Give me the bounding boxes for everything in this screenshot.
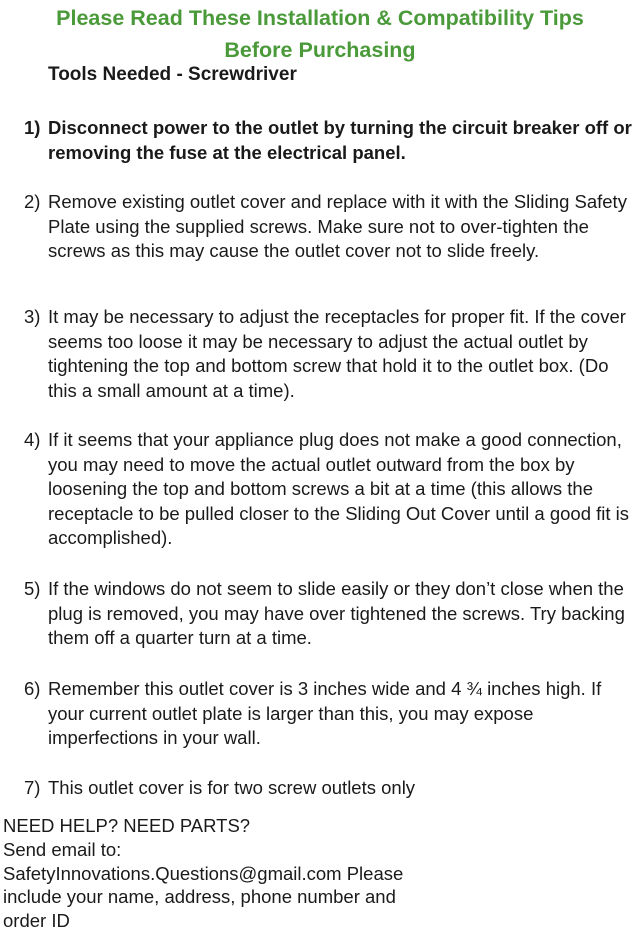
step-5 bbox=[24, 577, 634, 651]
help-instructions-end: order ID bbox=[3, 910, 70, 932]
step-6 bbox=[24, 677, 634, 751]
help-heading: NEED HELP? NEED PARTS? bbox=[3, 815, 251, 836]
step-text: If the windows do not seem to slide easily or they don’t close when the plug is removed, you may have over tightened the screws. Try backing them off a quarter turn at a time. bbox=[48, 578, 625, 649]
page-title-line-1: Please Read These Installation & Compatibility Tips bbox=[56, 6, 584, 30]
step-4 bbox=[24, 428, 634, 551]
step-text: It may be necessary to adjust the receptacles for proper fit. If the cover seems too loose it may be necessary to adjust the actual outlet by tightening the top and bottom screw that hold it to the outlet box. (Do this a small amount at a time). bbox=[48, 306, 626, 401]
step-text: If it seems that your appliance plug does not make a good connection, you may need to move the actual outlet outward from the box by loosening the top and bottom screws a bit at a time (this allows the receptacle to be pulled closer to the Sliding Out Cover until a good fit is accomplished). bbox=[48, 429, 630, 549]
step-number: 5) bbox=[24, 578, 41, 599]
tools-needed: Tools Needed - Screwdriver bbox=[48, 64, 297, 85]
step-number: 7) bbox=[24, 777, 41, 798]
step-1 bbox=[24, 116, 634, 165]
step-number: 3) bbox=[24, 306, 41, 327]
step-number: 1) bbox=[24, 117, 41, 138]
step-number: 2) bbox=[24, 191, 41, 212]
help-email-address: SafetyInnovations.Questions@gmail.com Please bbox=[3, 862, 404, 884]
help-contact bbox=[3, 814, 503, 933]
step-text: Remove existing outlet cover and replace with it with the Sliding Safety Plate using the supplied screws. Make sure not to over-tighten the screws as this may cause the outlet cover not to slide freely. bbox=[48, 191, 627, 262]
step-7 bbox=[24, 776, 634, 801]
page-title bbox=[0, 2, 640, 66]
step-text: Disconnect power to the outlet by turning the circuit breaker off or removing the fuse at the electrical panel. bbox=[48, 117, 632, 163]
step-text: Remember this outlet cover is 3 inches wide and 4 ¾ inches high. If your current outlet plate is larger than this, you may expose imperfections in your wall. bbox=[48, 678, 602, 749]
step-text: This outlet cover is for two screw outlets only bbox=[48, 777, 416, 798]
help-send-email: Send email to: bbox=[3, 838, 122, 860]
step-number: 4) bbox=[24, 429, 41, 450]
step-number: 6) bbox=[24, 678, 41, 699]
page-title-line-2: Before Purchasing bbox=[224, 38, 416, 62]
step-3 bbox=[24, 305, 634, 403]
step-2 bbox=[24, 190, 634, 264]
help-instructions: include your name, address, phone number and bbox=[3, 886, 396, 908]
